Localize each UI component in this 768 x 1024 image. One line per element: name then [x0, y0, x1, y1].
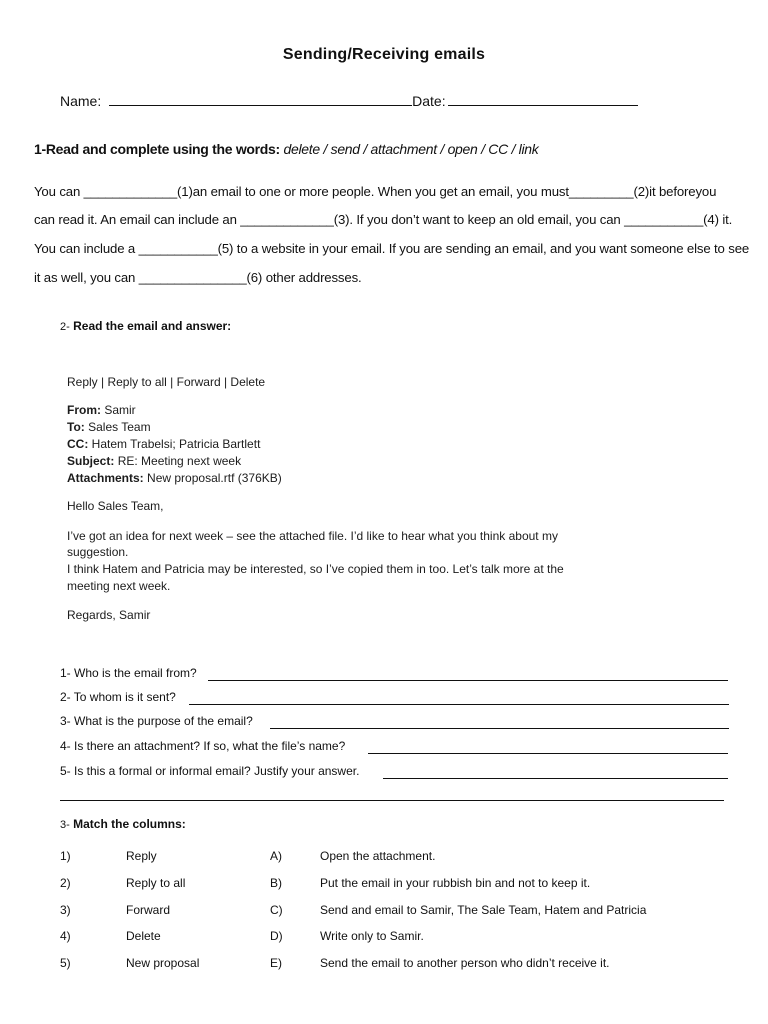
email-body-line-4: meeting next week.: [67, 579, 171, 593]
date-label: Date:: [412, 93, 446, 109]
exercise1-instruction: 1-Read and complete using the words:: [34, 141, 280, 157]
name-blank[interactable]: [109, 93, 412, 106]
question-4: 4- Is there an attachment? If so, what the file’s name?: [60, 739, 346, 753]
email-to-row: [67, 420, 151, 434]
worksheet-title: Sending/Receiving emails: [282, 46, 486, 63]
exercise1-line-1: You can _____________(1)an email to one or more people. When you get an email, you must_________(2)it beforeyou: [34, 184, 717, 199]
email-signoff: Regards, Samir: [67, 608, 151, 622]
name-date-line: [60, 93, 638, 109]
email-from-value: Samir: [104, 403, 136, 417]
question-1: 1- Who is the email from?: [60, 666, 197, 680]
email-cc-label: CC:: [67, 437, 89, 451]
exercise1-instruction-line: [34, 141, 538, 157]
match-left-num-3: 3): [60, 903, 71, 917]
exercise3-heading-text: Match the columns:: [73, 817, 186, 831]
exercise3-heading: [60, 817, 186, 831]
name-label: Name:: [60, 93, 102, 109]
match-left-term-2: Reply to all: [126, 876, 186, 890]
match-left-term-5: New proposal: [126, 956, 200, 970]
exercise2-number: 2-: [60, 321, 70, 333]
exercise2-heading: [60, 319, 231, 333]
email-cc-row: [67, 437, 260, 451]
match-left-num-1: 1): [60, 849, 71, 863]
email-subject-row: [67, 454, 241, 468]
exercise2-heading-text: Read the email and answer:: [73, 319, 232, 333]
date-blank[interactable]: [448, 93, 638, 106]
email-from-row: [67, 403, 136, 417]
match-right-text-a: Open the attachment.: [320, 849, 436, 863]
match-right-letter-e: E): [270, 956, 282, 970]
match-right-text-d: Write only to Samir.: [320, 929, 424, 943]
email-body-line-2: suggestion.: [67, 545, 129, 559]
question-5: 5- Is this a formal or informal email? Justify your answer.: [60, 764, 360, 778]
answer-line-2[interactable]: [189, 704, 729, 705]
match-left-term-4: Delete: [126, 929, 161, 943]
answer-line-5[interactable]: [383, 778, 728, 779]
match-right-letter-d: D): [270, 929, 283, 943]
match-left-num-2: 2): [60, 876, 71, 890]
match-right-letter-c: C): [270, 903, 283, 917]
answer-line-3[interactable]: [270, 728, 729, 729]
email-to-value: Sales Team: [88, 420, 151, 434]
answer-line-1[interactable]: [208, 680, 728, 681]
email-attachments-label: Attachments:: [67, 471, 144, 485]
exercise1-line-3: You can include a ___________(5) to a website in your email. If you are sending an email, and you want someone else to see: [34, 241, 750, 256]
email-attachments-row: [67, 471, 282, 485]
match-right-text-e: Send the email to another person who didn’t receive it.: [320, 956, 610, 970]
match-left-term-3: Forward: [126, 903, 171, 917]
exercise1-word-bank: delete / send / attachment / open / CC / link: [283, 141, 539, 157]
email-subject-value: RE: Meeting next week: [117, 454, 242, 468]
match-right-text-b: Put the email in your rubbish bin and not to keep it.: [320, 876, 591, 890]
answer-line-4[interactable]: [368, 753, 728, 754]
exercise1-line-2: can read it. An email can include an _____________(3). If you don’t want to keep an old email, you can ___________(4) it.: [34, 212, 733, 227]
email-subject-label: Subject:: [67, 454, 115, 468]
answer-line-6[interactable]: [60, 800, 724, 801]
exercise3-number: 3-: [60, 819, 70, 831]
match-left-num-4: 4): [60, 929, 71, 943]
exercise1-line-4: it as well, you can _______________(6) other addresses.: [34, 270, 362, 285]
match-right-letter-b: B): [270, 876, 282, 890]
email-attachments-value: New proposal.rtf (376KB): [147, 471, 282, 485]
match-left-num-5: 5): [60, 956, 71, 970]
email-cc-value: Hatem Trabelsi; Patricia Bartlett: [91, 437, 261, 451]
email-actions: Reply | Reply to all | Forward | Delete: [67, 375, 266, 389]
email-greeting: Hello Sales Team,: [67, 499, 164, 513]
question-2: 2- To whom is it sent?: [60, 690, 176, 704]
match-right-letter-a: A): [270, 849, 282, 863]
email-body-line-3: I think Hatem and Patricia may be interested, so I’ve copied them in too. Let’s talk more at the: [67, 562, 564, 576]
match-right-text-c: Send and email to Samir, The Sale Team, Hatem and Patricia: [320, 903, 647, 917]
question-3: 3- What is the purpose of the email?: [60, 714, 253, 728]
email-from-label: From:: [67, 403, 101, 417]
email-to-label: To:: [67, 420, 85, 434]
match-left-term-1: Reply: [126, 849, 157, 863]
email-body-line-1: I’ve got an idea for next week – see the attached file. I’d like to hear what you think about my: [67, 529, 558, 543]
